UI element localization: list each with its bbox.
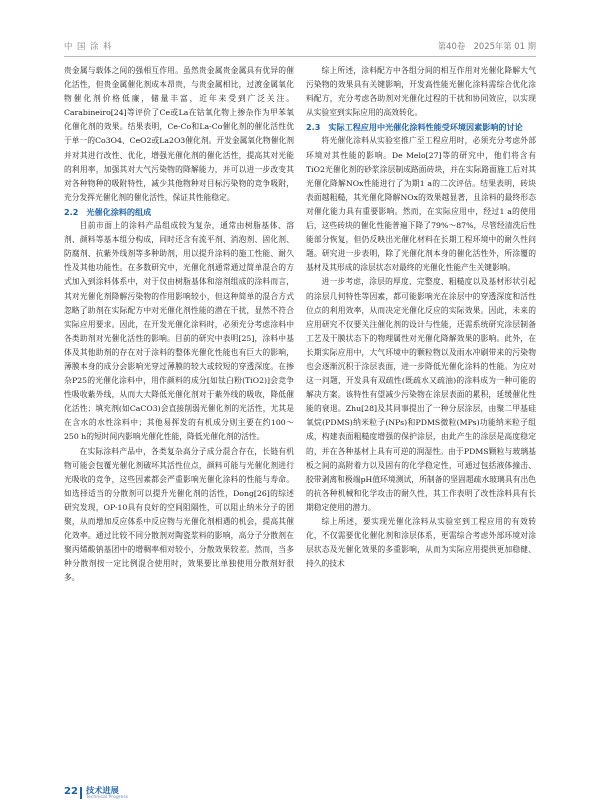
paragraph: 目前市面上的涂料产品组成较为复杂，通常由树脂基体、溶剂、颜料等基本组分构成，同时还含有流平剂、消泡剂、固化剂、防腐剂、抗紫外线剂等多种助剂，用以提升涂料的施工性能、耐久性及其他功能性。在多数研究中，光催化剂通常通过简单混合的方式加入到涂料体系中，对于仅由树脂基体和溶剂组成的涂料而言，其对光催化剂降解污染物的作用影响较小，但这种简单的混合方式忽略了助剂在实际配方中对光催化剂性能的潜在干扰，显然不符合实际应用要求。因此，在开发光催化涂料时，必须充分考虑涂料中各类助剂对光催化活性的影响。目前的研究中表明[25]，涂料中基体及其他助剂的存在对于涂料的整体光催化性能也有巨大的影响，薄膜本身的成分会影响光穿过薄膜的较大或较短的穿透深度。在掺杂P25的光催化涂料中，用作颜料的成分[如钛白粉(TiO2)]会竞争性吸收紫外线，从而大大降低光催化剂对于紫外线的吸收，降低催化活性；填充剂(如CaCO3)会直接削弱光催化剂的光活性，尤其是在含水的水性涂料中；其他易挥发的有机成分则主要在约100～250 h的短时间内影响光催化性能，降低光催化剂的活性。	[64, 221, 294, 442]
header-divider	[64, 56, 536, 57]
paragraph: 在实际涂料产品中，各类复杂高分子成分混合存在，长链有机物可能会包覆光催化剂破坏其活性位点，颜料可能与光催化剂进行光吸收的竞争，这些因素都会严重影响光催化涂料的性能与寿命。如选择适当的分散剂可以提升光催化剂的活性，Dong[26]的综述研究发现，OP-10具有良好的空间阻隔性，可以阻止纳米分子的团聚，从而增加反应体系中反应物与光催化剂相遇的机会，提高其催化效率。通过比较不同分散剂对陶瓷浆料的影响，高分子分散剂在聚丙烯酸钠基团中的增稠率相对较小，分散效果较差。然而，当多种分散剂按一定比例混合使用时，效果要比单独使用分散剂好很多。	[64, 446, 294, 583]
paragraph: 综上所述，涂料配方中各组分间的相互作用对光催化降解大气污染物的效果具有关键影响，开发高性能光催化涂料需综合优化涂料配方，充分考虑各助剂对光催化过程的干扰和协同效应，以实现从实验室到实际应用的高效转化。	[306, 66, 536, 118]
section-label: 技术进展	[86, 785, 119, 795]
running-header	[64, 40, 536, 56]
issue-info: 第40卷 2025年第 01 期	[437, 41, 536, 51]
journal-name: 中 国 涂 料	[64, 41, 113, 51]
section-heading: 2.3 实际工程应用中光催化涂料性能受环境因素影响的讨论	[306, 122, 523, 133]
paragraph: 综上所述，要实现光催化涂料从实验室到工程应用的有效转化，不仅需要优化催化剂和涂层体系，更需综合考虑外部环境对涂层状态及光催化效果的多重影响，从而为实际应用提供更加稳健、持久的技术	[306, 517, 536, 569]
left-column	[64, 64, 294, 772]
footer-divider	[80, 787, 82, 799]
section-label-english: Technical Progress	[86, 795, 129, 800]
section-heading: 2.2 光催化涂料的组成	[64, 206, 152, 217]
paragraph: 将光催化涂料从实验室推广至工程应用时，必须充分考虑外部环境对其性能的影响。De Melo[27]等的研究中，他们将含有TiO2光催化剂的砂浆涂层制成路面砖块，并在实际路面施工后对其光催化降解NOx性能进行了为期1 a的二次评估。结果表明，砖块表面越粗糙，其光催化降解NOx的效果越显著，且涂料的最终形态对催化能力具有重要影响。然而，在实际应用中，经过1 a的使用后，这些砖块的催化性能普遍下降了79%～87%，尽管经清洗后性能部分恢复，但仍反映出光催化材料在长期工程环境中的耐久性问题。研究进一步表明，除了光催化剂本身的催化活性外，所涂覆的基材及其形成的涂层状态对最终的光催化性能产生关键影响。	[306, 136, 536, 273]
paragraph: 贵金属与载体之间的强相互作用。虽然贵金属贵金属具有优异的催化活性，但贵金属催化剂成本昂贵，与贵金属相比，过渡金属氧化物催化剂价格低廉，储量丰富，近年来受到广泛关注。Carabineiro[24]等评价了Ce或La在钴氧化物上掺杂作为甲苯氧化催化剂的效果。结果表明，Ce-Co和La-Co催化剂的催化活性优于单一的Co3O4、CeO2或La2O3催化剂。开发金属氧化物催化剂并对其进行改性、优化，增强光催化剂的催化活性，提高其对光能的利用率，加强其对大气污染物的降解能力，并可以进一步改变其对各种物种的吸附特性，减少其他物种对目标污染物的竞争吸附，充分发挥光催化剂的催化活性，保证其性能稳定。	[64, 66, 294, 202]
right-column	[306, 64, 536, 772]
page-number: 22	[64, 786, 78, 797]
paragraph: 进一步考虑，涂层的厚度、完整度、粗糙度以及基材形状引起的涂层几何特性等因素，都可能影响光在涂层中的穿透深度和活性位点的利用效率，从而决定光催化反应的实际效果。因此，未来的应用研究不仅要关注催化剂的设计与性能，还需系统研究涂层制备工艺及干膜状态下的物理属性对光催化降解效果的影响。此外，在长期实际应用中，大气环境中的颗粒物以及雨水冲刷带来的污染物也会逐渐沉积于涂层表面，进一步降低光催化涂料的性能。为应对这一问题，开发具有双疏性(既疏水又疏油)的涂料成为一种可能的解决方案。该特性有望减少污染物在涂层表面的累积，延缓催化性能的衰退。Zhu[28]及其同事提出了一种分层涂层，由聚二甲基硅氧烷(PDMS)纳米粒子(NPs)和PDMS微粒(MPs)功能纳米粒子组成，构建表面粗糙度增强的保护涂层，由此产生的涂层是高度稳定的，并在各种基材上具有可逆的润湿性。由于PDMS颗粒与玻璃基板之间的高附着力以及固有的化学稳定性，可通过包括液体撞击、胶带剥离和极端pH值环境测试，所制备的坚固超疏水玻璃具有出色的抗各种机械和化学攻击的耐久性，其工作表明了改性涂料具有长期稳定使用的潜力。	[306, 277, 536, 512]
